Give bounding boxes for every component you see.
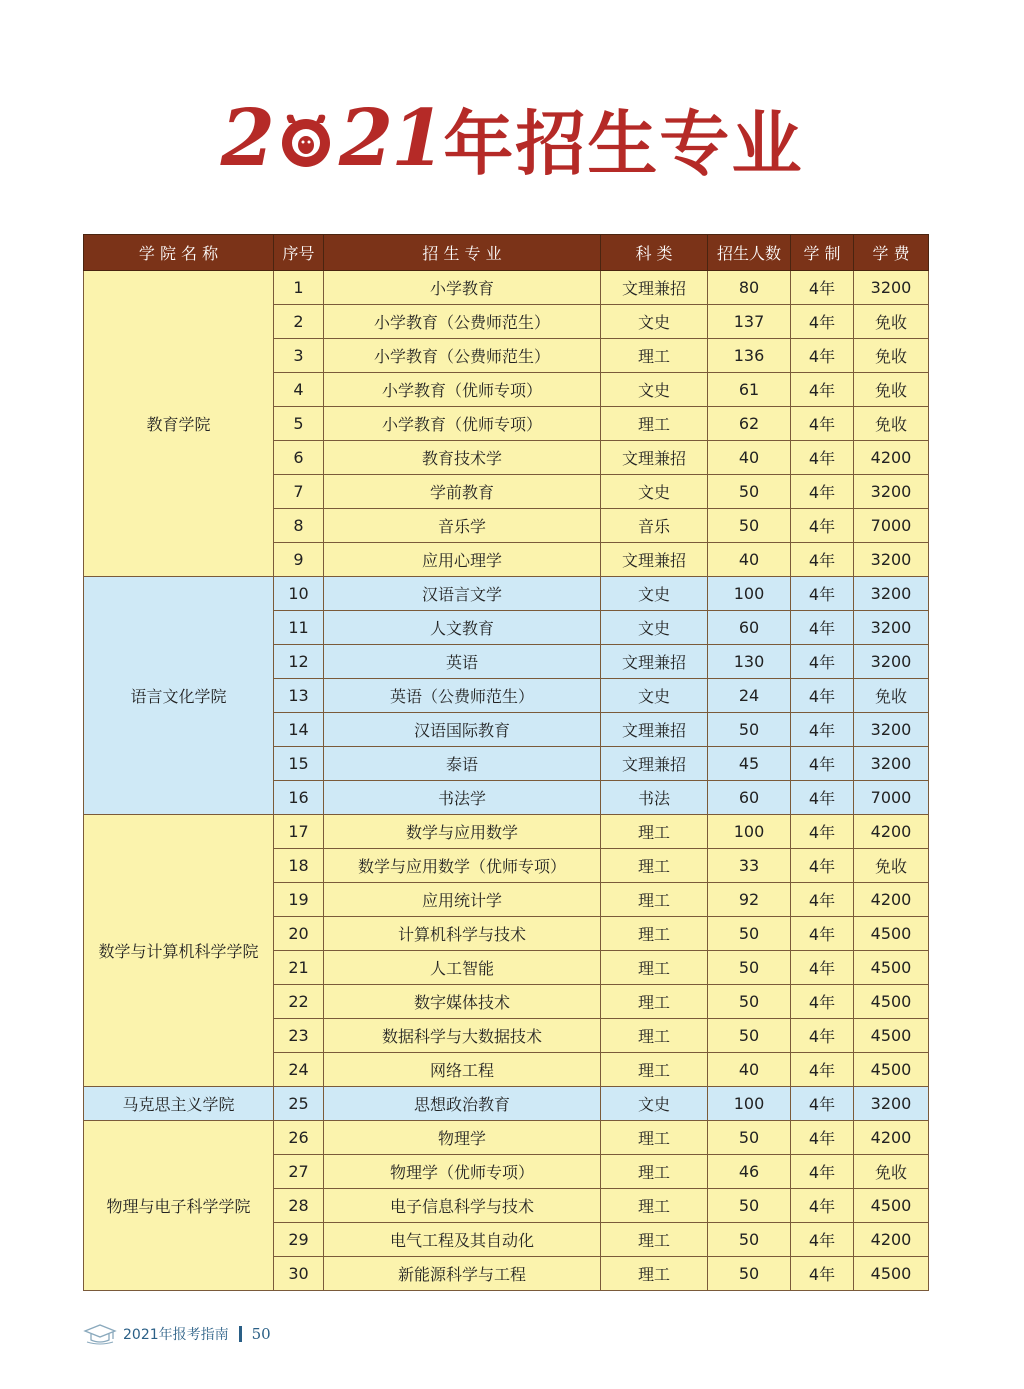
major-cell: 电气工程及其自动化 xyxy=(324,1223,601,1257)
category-cell: 文理兼招 xyxy=(601,271,708,305)
tuition-cell: 4200 xyxy=(854,1121,929,1155)
tuition-cell: 3200 xyxy=(854,1087,929,1121)
tuition-cell: 免收 xyxy=(854,339,929,373)
category-cell: 理工 xyxy=(601,917,708,951)
seq-cell: 29 xyxy=(274,1223,324,1257)
title-year-prefix: 2 xyxy=(220,92,273,184)
category-cell: 理工 xyxy=(601,815,708,849)
tuition-cell: 4200 xyxy=(854,883,929,917)
tuition-cell: 3200 xyxy=(854,611,929,645)
seq-cell: 26 xyxy=(274,1121,324,1155)
tuition-cell: 免收 xyxy=(854,373,929,407)
quota-cell: 100 xyxy=(708,815,791,849)
quota-cell: 50 xyxy=(708,951,791,985)
major-cell: 物理学（优师专项） xyxy=(324,1155,601,1189)
duration-cell: 4年 xyxy=(791,1189,854,1223)
major-cell: 数学与应用数学 xyxy=(324,815,601,849)
major-cell: 英语（公费师范生） xyxy=(324,679,601,713)
page-footer xyxy=(83,1322,271,1346)
category-cell: 理工 xyxy=(601,339,708,373)
duration-cell: 4年 xyxy=(791,577,854,611)
seq-cell: 8 xyxy=(274,509,324,543)
ox-zodiac-icon xyxy=(275,109,337,171)
duration-cell: 4年 xyxy=(791,475,854,509)
seq-cell: 30 xyxy=(274,1257,324,1291)
college-name: 教育学院 xyxy=(84,271,274,577)
seq-cell: 20 xyxy=(274,917,324,951)
seq-cell: 5 xyxy=(274,407,324,441)
category-cell: 理工 xyxy=(601,1223,708,1257)
quota-cell: 40 xyxy=(708,1053,791,1087)
major-cell: 新能源科学与工程 xyxy=(324,1257,601,1291)
footer-text: 2021年报考指南 xyxy=(123,1327,229,1343)
tuition-cell: 3200 xyxy=(854,475,929,509)
page-title-wrap xyxy=(0,88,1024,188)
duration-cell: 4年 xyxy=(791,339,854,373)
major-cell: 应用心理学 xyxy=(324,543,601,577)
college-name: 数学与计算机科学学院 xyxy=(84,815,274,1087)
major-cell: 人文教育 xyxy=(324,611,601,645)
duration-cell: 4年 xyxy=(791,1087,854,1121)
tuition-cell: 免收 xyxy=(854,679,929,713)
category-cell: 文理兼招 xyxy=(601,713,708,747)
quota-cell: 50 xyxy=(708,1121,791,1155)
duration-cell: 4年 xyxy=(791,917,854,951)
major-cell: 数学与应用数学（优师专项） xyxy=(324,849,601,883)
tuition-cell: 3200 xyxy=(854,543,929,577)
seq-cell: 17 xyxy=(274,815,324,849)
quota-cell: 50 xyxy=(708,1019,791,1053)
duration-cell: 4年 xyxy=(791,985,854,1019)
tuition-cell: 4200 xyxy=(854,815,929,849)
tuition-cell: 3200 xyxy=(854,271,929,305)
seq-cell: 24 xyxy=(274,1053,324,1087)
duration-cell: 4年 xyxy=(791,611,854,645)
quota-cell: 137 xyxy=(708,305,791,339)
column-header: 学 院 名 称 xyxy=(84,235,274,271)
major-cell: 应用统计学 xyxy=(324,883,601,917)
duration-cell: 4年 xyxy=(791,1155,854,1189)
tuition-cell: 4500 xyxy=(854,1053,929,1087)
duration-cell: 4年 xyxy=(791,305,854,339)
page-title xyxy=(221,88,804,189)
quota-cell: 50 xyxy=(708,1257,791,1291)
quota-cell: 46 xyxy=(708,1155,791,1189)
category-cell: 文史 xyxy=(601,1087,708,1121)
duration-cell: 4年 xyxy=(791,849,854,883)
major-cell: 电子信息科学与技术 xyxy=(324,1189,601,1223)
tuition-cell: 4200 xyxy=(854,1223,929,1257)
duration-cell: 4年 xyxy=(791,441,854,475)
tuition-cell: 4500 xyxy=(854,985,929,1019)
category-cell: 理工 xyxy=(601,1019,708,1053)
category-cell: 理工 xyxy=(601,849,708,883)
column-header: 学 费 xyxy=(854,235,929,271)
duration-cell: 4年 xyxy=(791,781,854,815)
category-cell: 文史 xyxy=(601,611,708,645)
major-cell: 泰语 xyxy=(324,747,601,781)
major-cell: 教育技术学 xyxy=(324,441,601,475)
quota-cell: 61 xyxy=(708,373,791,407)
seq-cell: 13 xyxy=(274,679,324,713)
major-cell: 小学教育（公费师范生） xyxy=(324,305,601,339)
title-text: 年招生专业 xyxy=(443,101,804,185)
duration-cell: 4年 xyxy=(791,1121,854,1155)
table-row xyxy=(84,1121,929,1155)
quota-cell: 100 xyxy=(708,1087,791,1121)
seq-cell: 14 xyxy=(274,713,324,747)
tuition-cell: 3200 xyxy=(854,577,929,611)
major-cell: 书法学 xyxy=(324,781,601,815)
seq-cell: 18 xyxy=(274,849,324,883)
major-cell: 物理学 xyxy=(324,1121,601,1155)
duration-cell: 4年 xyxy=(791,951,854,985)
major-cell: 数据科学与大数据技术 xyxy=(324,1019,601,1053)
tuition-cell: 4500 xyxy=(854,1257,929,1291)
quota-cell: 50 xyxy=(708,509,791,543)
tuition-cell: 7000 xyxy=(854,509,929,543)
table-row xyxy=(84,815,929,849)
category-cell: 文理兼招 xyxy=(601,441,708,475)
seq-cell: 16 xyxy=(274,781,324,815)
seq-cell: 19 xyxy=(274,883,324,917)
seq-cell: 6 xyxy=(274,441,324,475)
category-cell: 理工 xyxy=(601,1155,708,1189)
duration-cell: 4年 xyxy=(791,747,854,781)
quota-cell: 136 xyxy=(708,339,791,373)
major-table xyxy=(83,234,929,1291)
quota-cell: 60 xyxy=(708,781,791,815)
category-cell: 文史 xyxy=(601,475,708,509)
tuition-cell: 免收 xyxy=(854,305,929,339)
major-cell: 计算机科学与技术 xyxy=(324,917,601,951)
category-cell: 文理兼招 xyxy=(601,543,708,577)
seq-cell: 25 xyxy=(274,1087,324,1121)
quota-cell: 33 xyxy=(708,849,791,883)
quota-cell: 130 xyxy=(708,645,791,679)
duration-cell: 4年 xyxy=(791,1257,854,1291)
duration-cell: 4年 xyxy=(791,543,854,577)
seq-cell: 21 xyxy=(274,951,324,985)
major-cell: 学前教育 xyxy=(324,475,601,509)
category-cell: 理工 xyxy=(601,883,708,917)
tuition-cell: 3200 xyxy=(854,747,929,781)
seq-cell: 1 xyxy=(274,271,324,305)
seq-cell: 7 xyxy=(274,475,324,509)
quota-cell: 50 xyxy=(708,985,791,1019)
seq-cell: 3 xyxy=(274,339,324,373)
column-header: 科 类 xyxy=(601,235,708,271)
major-cell: 英语 xyxy=(324,645,601,679)
tuition-cell: 4500 xyxy=(854,1019,929,1053)
footer-divider xyxy=(239,1326,242,1342)
category-cell: 书法 xyxy=(601,781,708,815)
major-cell: 音乐学 xyxy=(324,509,601,543)
college-name: 物理与电子科学学院 xyxy=(84,1121,274,1291)
quota-cell: 50 xyxy=(708,713,791,747)
major-cell: 小学教育（优师专项） xyxy=(324,407,601,441)
table-row xyxy=(84,271,929,305)
category-cell: 理工 xyxy=(601,407,708,441)
tuition-cell: 7000 xyxy=(854,781,929,815)
quota-cell: 62 xyxy=(708,407,791,441)
seq-cell: 12 xyxy=(274,645,324,679)
quota-cell: 50 xyxy=(708,475,791,509)
college-name: 语言文化学院 xyxy=(84,577,274,815)
duration-cell: 4年 xyxy=(791,271,854,305)
column-header: 序号 xyxy=(274,235,324,271)
quota-cell: 40 xyxy=(708,543,791,577)
quota-cell: 92 xyxy=(708,883,791,917)
major-cell: 汉语言文学 xyxy=(324,577,601,611)
category-cell: 文史 xyxy=(601,679,708,713)
seq-cell: 9 xyxy=(274,543,324,577)
duration-cell: 4年 xyxy=(791,815,854,849)
major-cell: 人工智能 xyxy=(324,951,601,985)
duration-cell: 4年 xyxy=(791,373,854,407)
quota-cell: 100 xyxy=(708,577,791,611)
quota-cell: 45 xyxy=(708,747,791,781)
duration-cell: 4年 xyxy=(791,1223,854,1257)
page-number: 50 xyxy=(251,1325,271,1343)
category-cell: 理工 xyxy=(601,1121,708,1155)
quota-cell: 40 xyxy=(708,441,791,475)
seq-cell: 10 xyxy=(274,577,324,611)
quota-cell: 50 xyxy=(708,1189,791,1223)
seq-cell: 15 xyxy=(274,747,324,781)
category-cell: 理工 xyxy=(601,951,708,985)
major-cell: 小学教育（优师专项） xyxy=(324,373,601,407)
duration-cell: 4年 xyxy=(791,509,854,543)
category-cell: 理工 xyxy=(601,1053,708,1087)
category-cell: 理工 xyxy=(601,1189,708,1223)
table-row xyxy=(84,577,929,611)
seq-cell: 4 xyxy=(274,373,324,407)
quota-cell: 24 xyxy=(708,679,791,713)
seq-cell: 27 xyxy=(274,1155,324,1189)
tuition-cell: 4200 xyxy=(854,441,929,475)
title-year-suffix: 21 xyxy=(338,92,444,184)
category-cell: 文理兼招 xyxy=(601,645,708,679)
category-cell: 文史 xyxy=(601,577,708,611)
duration-cell: 4年 xyxy=(791,645,854,679)
category-cell: 文史 xyxy=(601,373,708,407)
quota-cell: 50 xyxy=(708,1223,791,1257)
seq-cell: 11 xyxy=(274,611,324,645)
duration-cell: 4年 xyxy=(791,1019,854,1053)
tuition-cell: 4500 xyxy=(854,917,929,951)
graduation-cap-icon xyxy=(83,1323,117,1345)
seq-cell: 28 xyxy=(274,1189,324,1223)
major-cell: 汉语国际教育 xyxy=(324,713,601,747)
major-cell: 小学教育 xyxy=(324,271,601,305)
seq-cell: 23 xyxy=(274,1019,324,1053)
column-header: 招生人数 xyxy=(708,235,791,271)
tuition-cell: 3200 xyxy=(854,713,929,747)
major-cell: 网络工程 xyxy=(324,1053,601,1087)
duration-cell: 4年 xyxy=(791,679,854,713)
tuition-cell: 免收 xyxy=(854,1155,929,1189)
tuition-cell: 4500 xyxy=(854,951,929,985)
quota-cell: 80 xyxy=(708,271,791,305)
major-cell: 数字媒体技术 xyxy=(324,985,601,1019)
tuition-cell: 免收 xyxy=(854,407,929,441)
seq-cell: 2 xyxy=(274,305,324,339)
table-row xyxy=(84,1087,929,1121)
duration-cell: 4年 xyxy=(791,713,854,747)
table-header-row xyxy=(84,235,929,271)
quota-cell: 50 xyxy=(708,917,791,951)
tuition-cell: 3200 xyxy=(854,645,929,679)
duration-cell: 4年 xyxy=(791,1053,854,1087)
category-cell: 音乐 xyxy=(601,509,708,543)
quota-cell: 60 xyxy=(708,611,791,645)
major-cell: 小学教育（公费师范生） xyxy=(324,339,601,373)
column-header: 招 生 专 业 xyxy=(324,235,601,271)
seq-cell: 22 xyxy=(274,985,324,1019)
major-cell: 思想政治教育 xyxy=(324,1087,601,1121)
duration-cell: 4年 xyxy=(791,883,854,917)
column-header: 学 制 xyxy=(791,235,854,271)
category-cell: 文史 xyxy=(601,305,708,339)
tuition-cell: 免收 xyxy=(854,849,929,883)
tuition-cell: 4500 xyxy=(854,1189,929,1223)
college-name: 马克思主义学院 xyxy=(84,1087,274,1121)
category-cell: 理工 xyxy=(601,1257,708,1291)
duration-cell: 4年 xyxy=(791,407,854,441)
category-cell: 理工 xyxy=(601,985,708,1019)
category-cell: 文理兼招 xyxy=(601,747,708,781)
